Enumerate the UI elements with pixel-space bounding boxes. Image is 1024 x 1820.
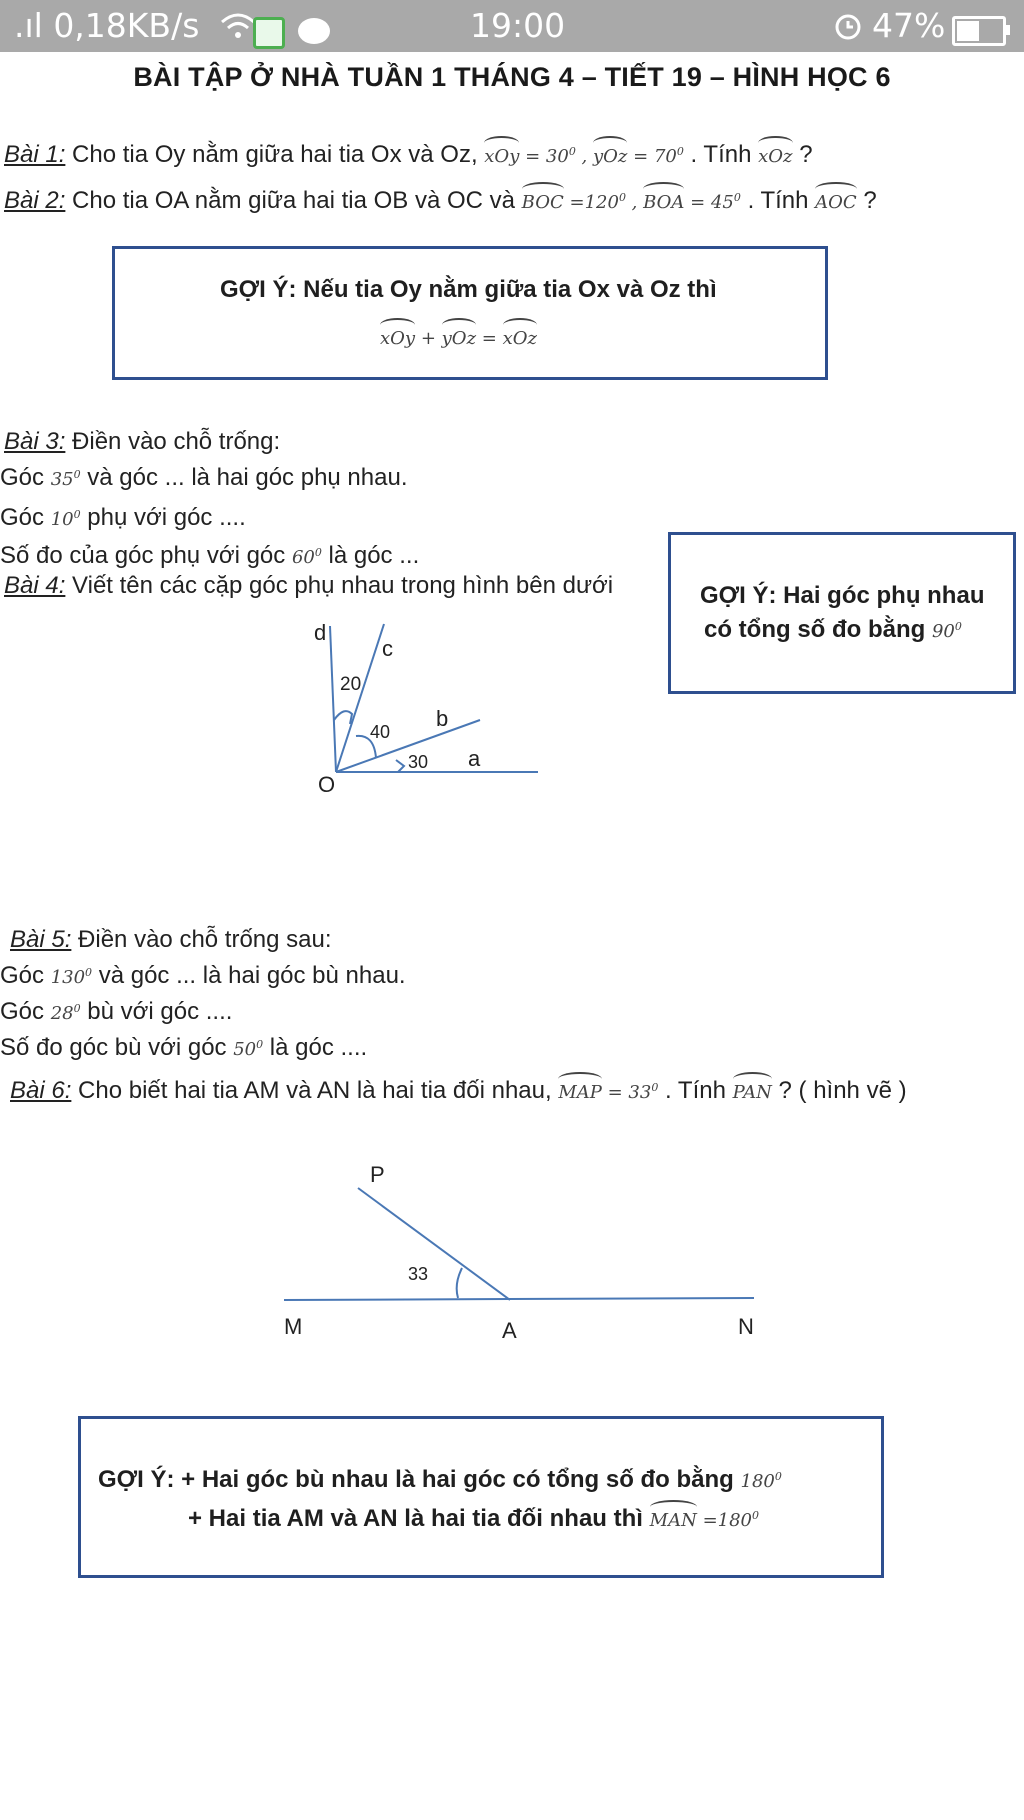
exercise-5-line-2: Góc $28^0$ bù với góc .... (0, 998, 233, 1025)
angle-value: =120 (569, 192, 619, 213)
exercise-4 (4, 572, 613, 600)
label-a: A (502, 1318, 517, 1343)
angle-value: 10 (50, 509, 74, 530)
tinh-text: . Tính (690, 141, 752, 168)
hint-text: GỢI Ý: Nếu tia Oy nằm giữa tia Ox và Oz thì (220, 276, 717, 303)
line-text: Số đo góc bù với góc (0, 1034, 227, 1061)
angle-value: = 45 (690, 192, 734, 213)
exercise-text: Cho tia OA nằm giữa hai tia OB và OC và (72, 187, 515, 214)
hint-3-line-1: GỢI Ý: + Hai góc bù nhau là hai góc có tổng số đo bằng $180^0$ (98, 1466, 782, 1493)
ray-ap (358, 1188, 510, 1300)
exercise-text: Điền vào chỗ trống: (72, 428, 281, 455)
figure-supplementary-angles (270, 1150, 770, 1350)
label-a: a (468, 746, 481, 771)
label-c: c (382, 636, 393, 661)
line-text: Góc (0, 464, 45, 491)
angle-value: 28 (50, 1003, 74, 1024)
exercise-3-line-1: Góc $35^0$ và góc ... là hai góc phụ nhau. (0, 464, 408, 491)
angle-name: xOz (758, 140, 792, 167)
exercise-3-line-2: Góc $10^0$ phụ với góc .... (0, 504, 246, 531)
angle-value: 50 (233, 1039, 257, 1060)
angle-name: xOz (503, 322, 537, 349)
angle-value: 90 (931, 621, 955, 642)
hint-box-2 (668, 532, 1016, 694)
label-d: d (314, 620, 327, 645)
angle-name: yOz (593, 140, 627, 167)
exercise-label: Bài 4: (4, 572, 66, 599)
line-text: Góc (0, 998, 45, 1025)
angle-name: BOC (522, 186, 564, 213)
line-text: và góc ... là hai góc bù nhau. (98, 962, 406, 989)
exercise-label: Bài 1: (4, 141, 66, 168)
equals-sign: = (481, 328, 497, 349)
hint-text: GỢI Ý: Hai góc phụ nhau (700, 582, 985, 609)
ray-oc (336, 624, 384, 772)
exercise-2: Bài 2: Cho tia OA nằm giữa hai tia OB và OC và BOC $=120^0$ , BOA = $45^0$ . Tính AOC ? (4, 187, 877, 214)
exercise-label: Bài 2: (4, 187, 66, 214)
exercise-text: Cho tia Oy nằm giữa hai tia Ox và Oz, (72, 141, 478, 168)
label-p: P (370, 1162, 385, 1187)
exercise-label: Bài 6: (10, 1077, 72, 1104)
exercise-label: Bài 5: (10, 926, 72, 953)
angle-name: MAN (650, 1504, 697, 1531)
label-n: N (738, 1314, 754, 1339)
line-text: Góc (0, 962, 45, 989)
battery-percent: 47% (872, 6, 946, 45)
hint-box-1 (112, 246, 828, 380)
angle-name: yOz (442, 322, 476, 349)
exercise-5 (10, 926, 332, 954)
angle-value: 180 (740, 1471, 775, 1492)
angle-name: AOC (815, 186, 857, 213)
wifi-icon (218, 10, 258, 50)
angle-value: = 33 (607, 1082, 652, 1103)
line-text: Số đo của góc phụ với góc (0, 542, 286, 569)
hint-formula (380, 322, 537, 351)
angle-label-cb: 40 (370, 722, 391, 742)
angle-name: BOA (643, 186, 684, 213)
tinh-text: . Tính (665, 1077, 726, 1104)
page-title: BÀI TẬP Ở NHÀ TUẦN 1 THÁNG 4 – TIẾT 19 – HÌNH HỌC 6 (133, 62, 891, 92)
hint-3-line-2: + Hai tia AM và AN là hai tia đối nhau thì MAN $=180^0$ (188, 1505, 760, 1532)
angle-value: 130 (50, 967, 86, 988)
question-mark: ? (799, 141, 813, 168)
arc-dc (334, 711, 352, 724)
arc-map (457, 1268, 462, 1298)
line-text: Góc (0, 504, 45, 531)
exercise-3-line-3: Số đo của góc phụ với góc $60^0$ là góc ... (0, 542, 420, 569)
angle-value: =180 (702, 1510, 753, 1531)
angle-name: MAP (558, 1076, 602, 1103)
hint-text: có tổng số đo bằng (704, 616, 926, 643)
plus-sign: + (420, 328, 436, 349)
line-text: và góc ... là hai góc phụ nhau. (87, 464, 408, 491)
hint-text-2: có tổng số đo bằng $90^0$ (704, 616, 962, 643)
angle-label-ba: 30 (408, 752, 429, 772)
question-text: ? ( hình vẽ ) (778, 1077, 907, 1104)
angle-value: = 70 (633, 146, 677, 167)
angle-label-dc: 20 (340, 674, 362, 695)
network-speed: .ıl 0,18KB/s (14, 6, 200, 45)
label-m: M (284, 1314, 303, 1339)
angle-value: 35 (50, 469, 74, 490)
clock-time: 19:00 (470, 6, 566, 45)
label-b: b (436, 706, 449, 731)
line-text: là góc ... (328, 542, 420, 569)
angle-name: xOy (484, 140, 519, 167)
exercise-3 (4, 428, 280, 456)
label-o: O (318, 772, 336, 797)
figure-complementary-angles (300, 610, 560, 800)
arc-ba (396, 760, 404, 772)
question-mark: ? (863, 187, 877, 214)
exercise-text: Cho biết hai tia AM và AN là hai tia đối nhau, (78, 1077, 552, 1104)
line-text: bù với góc .... (87, 998, 233, 1025)
line-text: phụ với góc .... (87, 504, 246, 531)
hint-text: + Hai tia AM và AN là hai tia đối nhau thì (188, 1505, 643, 1532)
angle-value: 60 (291, 547, 315, 568)
angle-name: PAN (733, 1076, 772, 1103)
exercise-label: Bài 3: (4, 428, 66, 455)
exercise-5-line-3: Số đo góc bù với góc $50^0$ là góc .... (0, 1034, 368, 1061)
exercise-text: Viết tên các cặp góc phụ nhau trong hình bên dưới (72, 572, 614, 599)
exercise-text: Điền vào chỗ trống sau: (78, 926, 332, 953)
tinh-text: . Tính (747, 187, 809, 214)
angle-label-map: 33 (408, 1264, 429, 1284)
line-text: là góc .... (269, 1034, 368, 1061)
hint-box-3 (78, 1416, 884, 1578)
ray-od (330, 626, 336, 772)
exercise-1: Bài 1: Cho tia Oy nằm giữa hai tia Ox và Oz, xOy = $30^0$ , yOz = $70^0$ . Tính xOz ? (4, 141, 813, 168)
angle-value: = 30 (525, 146, 569, 167)
hint-text: GỢI Ý: + Hai góc bù nhau là hai góc có tổng số đo bằng (98, 1466, 734, 1493)
exercise-5-line-1: Góc $130^0$ và góc ... là hai góc bù nhau. (0, 962, 406, 989)
status-bar (0, 0, 1024, 52)
line-mn (284, 1298, 754, 1300)
angle-name: xOy (380, 322, 415, 349)
alarm-icon (832, 10, 864, 50)
exercise-6: Bài 6: Cho biết hai tia AM và AN là hai tia đối nhau, MAP = $33^0$ . Tính PAN ? ( hình vẽ ) (10, 1077, 907, 1104)
